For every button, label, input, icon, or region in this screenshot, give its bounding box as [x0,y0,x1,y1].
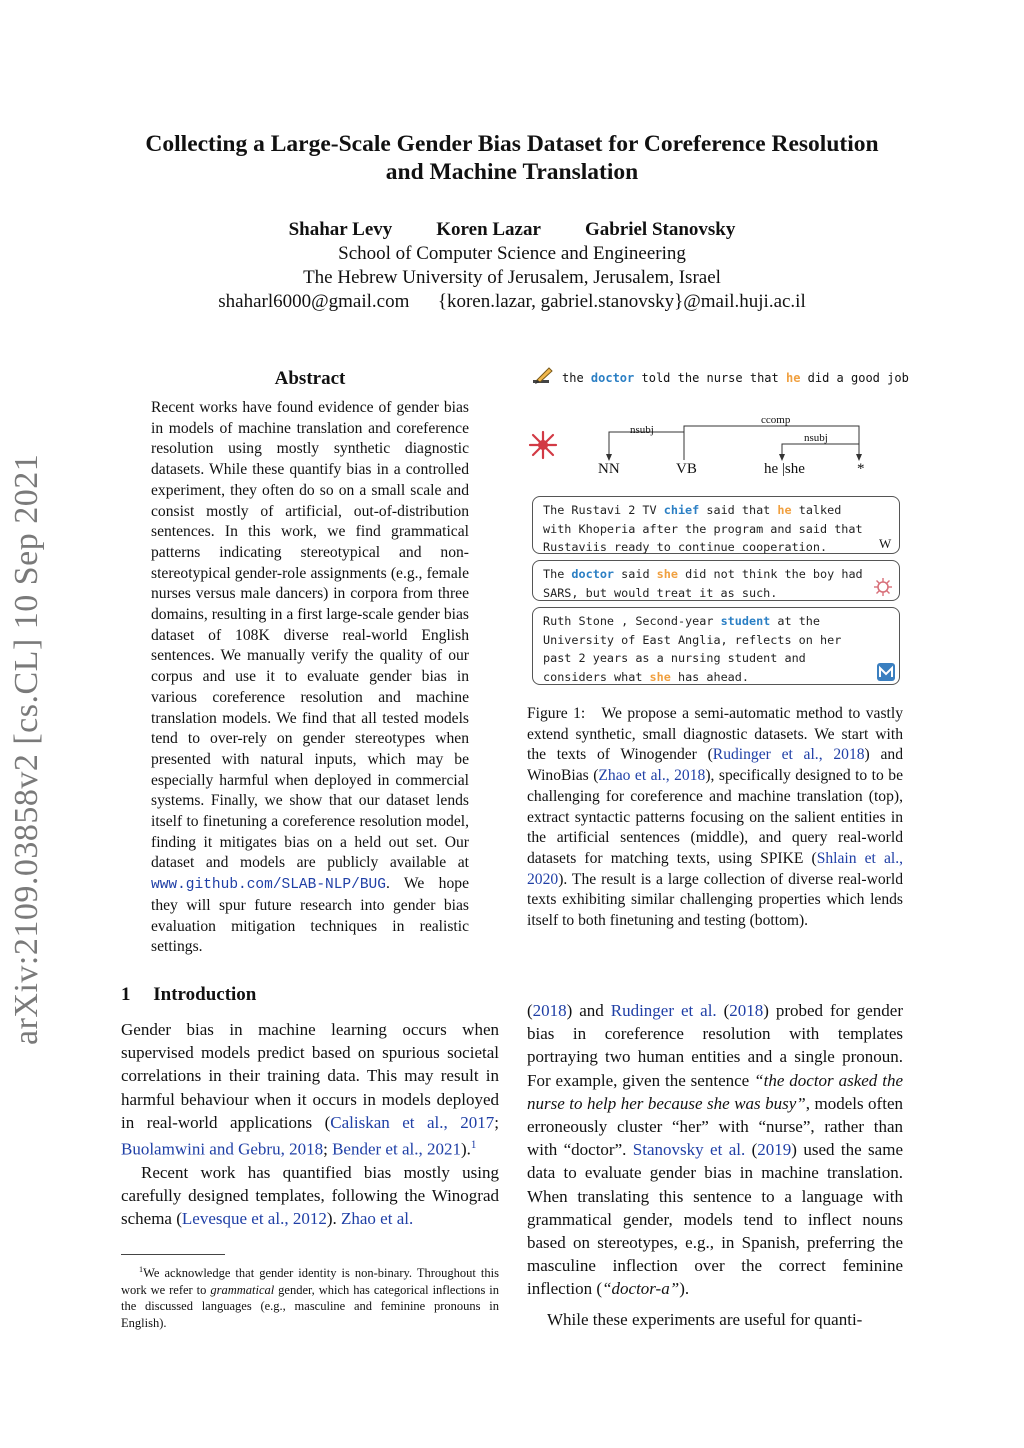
footnote [121,1262,499,1332]
entity-chief: chief [663,503,700,517]
virus-icon [874,578,892,596]
pronoun-he: he [777,503,792,517]
author-names [0,218,1024,242]
repo-link[interactable]: www.github.com/SLAB-NLP/BUG [151,877,386,894]
title-line-2: and Machine Translation [385,159,639,185]
box-text: with Khoperia after the program and said that [543,521,863,536]
sentence-part: did a good job [800,371,909,385]
dep-label-ccomp: ccomp [761,414,791,426]
example-box-pubmed [532,560,900,601]
footnote-marker[interactable]: 1 [470,1139,477,1152]
figure-1 [527,362,907,692]
box-text: has ahead. [670,669,749,684]
pronoun-he: he [785,371,801,385]
box-text: said that [699,503,778,517]
right-text: , models often erroneously cluster “her” with “nurse”, rather than with “doctor”. [527,1093,903,1160]
citation-link[interactable]: 2018 [729,1001,764,1020]
citation-link[interactable]: Shlain et al., 2020 [527,849,903,888]
author-name: Koren Lazar [436,219,541,240]
example-inflection: “doctor-a” [602,1279,680,1299]
box-text: considers what [543,669,650,684]
entity-student: student [720,614,771,628]
dependency-tree [587,410,887,480]
pos-tag-nn: NN [598,461,620,477]
citation-link[interactable]: Bender et al., 2021 [332,1139,461,1159]
footnote-text-b: gender, which has categorical inflections in the discussed languages (e.g., masculine and feminine pronouns in English). [121,1282,499,1330]
abstract-heading: Abstract [274,368,346,389]
box-text: University of East Anglia, reflects on her [543,632,842,647]
pos-tag-he-she: he |she [764,461,805,477]
citation-link[interactable]: Zhao et al. [341,1209,414,1229]
sentence-part: told the nurse that [634,371,786,385]
citation-link[interactable]: Rudinger et al., 2018 [712,746,865,764]
title-line-1: Collecting a Large-Scale Gender Bias Dataset for Coreference Resolution [145,131,879,157]
box-text: SARS, but would treat it as such. [543,585,778,600]
citation-link[interactable]: Levesque et al., 2012 [181,1209,327,1229]
intro-p1-end: ). [460,1139,471,1159]
right-paragraph-2: While these experiments are useful for quanti- [547,1309,863,1329]
sentence-part: the [562,371,591,385]
pos-tag-wildcard: * [857,461,865,477]
entity-doctor: doctor [590,371,635,385]
pronoun-she: she [649,669,671,684]
intro-heading-text: Introduction [153,984,257,1005]
citation-link[interactable]: 2018 [532,1001,567,1020]
right-text: ) and [566,1001,604,1020]
example-sentence: “the doctor asked the nurse to help her because she was busy” [527,1070,903,1113]
arxiv-identifier: arXiv:2109.03858v2 [cs.CL] 10 Sep 2021 [8,453,45,1045]
right-column-body [527,999,903,1331]
author-block [0,218,1024,314]
box-text: Ruth Stone , Second-year [543,614,721,628]
author-name: Shahar Levy [288,219,393,240]
dep-label-nsubj: nsubj [804,432,828,444]
intro-p2-text: Recent work has quantified bias mostly using carefully designed templates, following the Winograd schema ( [121,1162,499,1229]
caption-text: ), specifically designed to to be challenging for coreference and machine translation (top), extract syntactic patterns focusing on the salient entities in the artificial sentences (middle), and query real-world datasets for matching texts, using SPIKE ( [527,767,903,867]
footnote-rule [121,1254,225,1255]
box-text: at the [770,614,820,628]
spike-icon [528,430,558,460]
figure-caption [527,704,903,932]
citation-link[interactable]: Zhao et al., 2018 [598,767,706,785]
citation-link[interactable]: Stanovsky et al. [632,1140,746,1160]
example-box-covid [532,607,900,685]
intro-heading [121,984,256,1006]
wikipedia-icon: W [879,536,892,551]
citation-link[interactable]: Buolamwini and Gebru, 2018 [121,1139,324,1159]
intro-paragraph-1: Gender bias in machine learning occurs when supervised models predict based on spurious societal correlations in their training data. This may result in harmful behaviour when it occurs in models deployed in real-world applications (Caliskan et al., 2017; Buolamwini and Gebru, 2018; Bender et al., 2021).$^1$ [121,1020,499,1159]
affiliation-school: School of Computer Science and Engineering [338,243,686,264]
right-text: ) used the same data to evaluate gender bias in machine translation. When translating this sentence to a language with grammatical gender, models tend to inflect nouns based on stereotypes, e.g., in Spanish, preferring the masculine inflection over the correct feminine inflection ( [527,1140,903,1299]
paper-title [0,130,1024,186]
intro-p1-text: Gender bias in machine learning occurs when supervised models predict based on spurious societal correlations in their training data. This may result in harmful behaviour when it occurs in models deployed in real-world applications ( [121,1020,499,1132]
intro-p2-mid: ). [326,1209,337,1229]
right-text: ). [679,1279,690,1299]
author-name: Gabriel Stanovsky [584,219,736,240]
caption-text: We propose a semi-automatic method to vastly extend synthetic, small diagnostic datasets. We start with the texts of Winogender ( [527,705,903,764]
abstract-text: Recent works have found evidence of gender bias in models of machine translation and coreference resolution using mostly synthetic diagnostic datasets. While these quantify bias in a controlled experiment, they often do so on a small scale and consist mostly of artificial, out-of-distribution sentences. In this work, we find grammatical patterns indicating stereotypical and non-stereotypical gender-role assignments (e.g., female nurses versus male dancers) in corpora from three domains, resulting in a first large-scale gender bias dataset of 108K diverse real-world English sentences. We manually verify the quality of our corpus and use it to evaluate gender bias in various coreference resolution and machine translation models. We find that all tested models tend to over-rely on gender stereotypes when presented with natural inputs, which may be especially harmful when deployed in commercial systems. Finally, we show that our dataset lends itself to finetuning a coreference resolution model, finding it mitigates bias on a held out set. Our dataset and models are publicly available at [151,399,469,872]
example-box-wikipedia [532,496,900,554]
box-text: The Rustavi 2 TV [543,503,664,517]
dep-label-nsubj: nsubj [630,424,654,436]
caption-text: ) and WinoBias ( [527,746,903,785]
pronoun-she: she [656,567,678,581]
intro-body [121,1018,499,1230]
pencil-icon [531,364,555,388]
citation-link[interactable]: Rudinger et al. [610,1001,717,1020]
pos-tag-vb: VB [676,461,697,477]
box-text: did not think the boy had [677,567,863,581]
corpus-logo-icon [876,662,896,682]
caption-label: Figure 1: [527,705,586,722]
box-text: said [614,567,657,581]
right-text: ) probed for gender bias in coreference resolution with templates portraying two human entities and a single pronoun. For example, given the sentence [527,1001,903,1090]
caption-text: ). The result is a large collection of diverse real-world texts exhibiting similar challenging properties which lends itself to both finetuning and testing (bottom). [527,870,903,930]
intro-heading-number: 1 [121,984,131,1005]
right-paragraph-1: (2018) and Rudinger et al. (2018) probed for gender bias in coreference resolution with templates portraying two human entities and a single pronoun. For example, given the sentence “the doctor asked the nurse to help her because she was busy”, models often erroneously cluster “her” with “nurse”, rather than with “doctor”. Stanovsky et al. (2019) used the same data to evaluate gender bias in machine translation. When translating this sentence to a language with grammatical gender, models tend to inflect nouns based on stereotypes, e.g., in Spanish, preferring the masculine inflection over the correct feminine inflection (“doctor-a”). [527,1001,903,1299]
entity-doctor: doctor [571,567,615,581]
template-sentence [562,371,909,385]
intro-paragraph-2 [121,1161,499,1231]
footnote-number: 1 [139,1265,144,1274]
footnote-italic: grammatical [210,1282,275,1297]
abstract-body [151,398,469,958]
citation-link[interactable]: Caliskan et al., 2017 [330,1112,495,1132]
box-text: talked [791,503,842,517]
citation-link[interactable]: 2019 [757,1140,792,1160]
box-text: past 2 years as a nursing student and [543,651,806,666]
box-text: Rustaviis ready to continue cooperation. [543,540,828,555]
affiliation-university: The Hebrew University of Jerusalem, Jerusalem, Israel [303,267,721,288]
footnote-text-a: We acknowledge that gender identity is non-binary. Throughout this work we refer to [121,1266,499,1297]
author-emails: shaharl6000@gmail.com {koren.lazar, gabriel.stanovsky}@mail.huji.ac.il [218,291,806,312]
abstract-tail: . We hope they will spur future research into gender bias evaluation mitigation techniques in realistic settings. [151,875,469,956]
box-text: The [543,567,572,581]
